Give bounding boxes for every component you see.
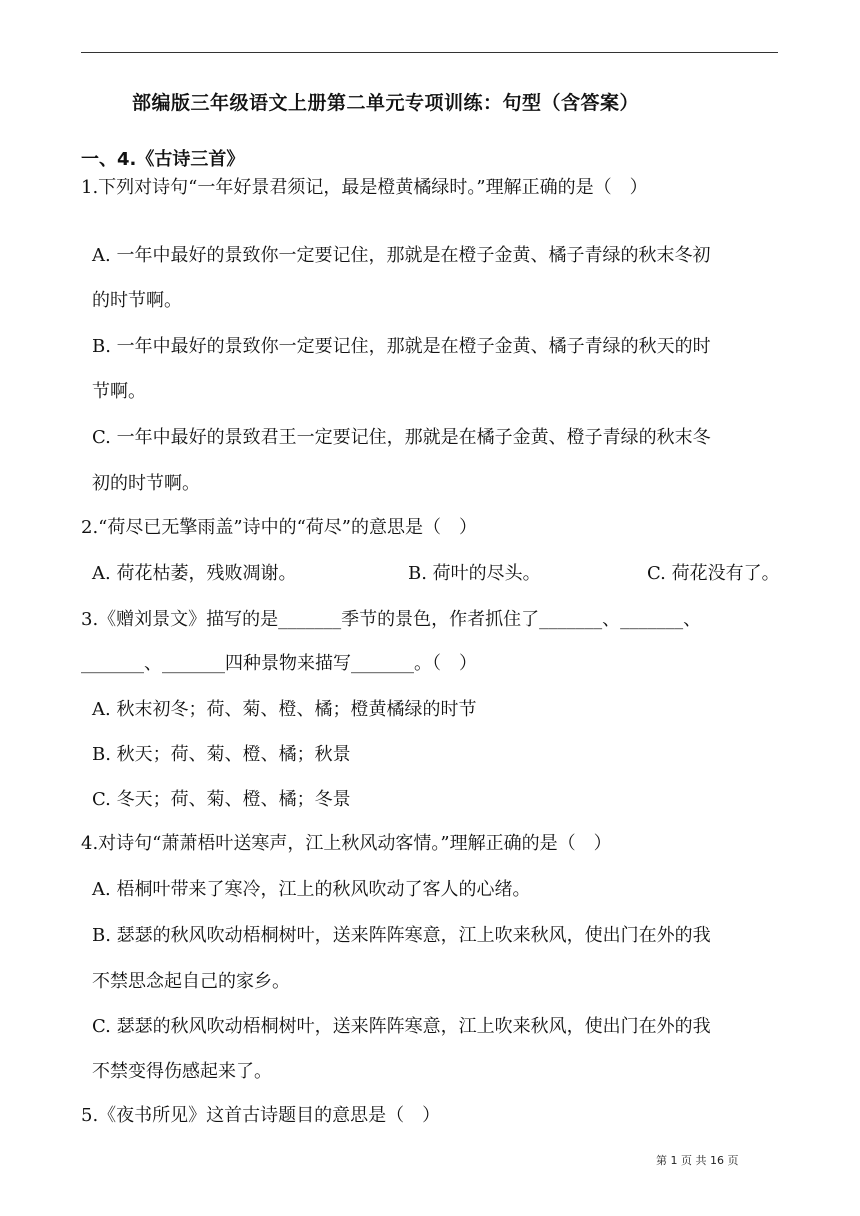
q2-option-a: A. 荷花枯萎，残败凋谢。 <box>92 563 297 584</box>
q1-option-a: A. 一年中最好的景致你一定要记住，那就是在橙子金黄、橘子青绿的秋末冬初 <box>92 245 711 266</box>
q1-option-b-cont: 节啊。 <box>92 381 146 402</box>
q4-option-b-cont: 不禁思念起自己的家乡。 <box>92 971 290 992</box>
question-3: 3.《赠刘景文》描写的是_______季节的景色，作者抓住了_______、_______、 <box>81 609 702 630</box>
q1-option-a-cont: 的时节啊。 <box>92 290 182 311</box>
q2-option-c: C. 荷花没有了。 <box>647 563 780 584</box>
q4-option-a: A. 梧桐叶带来了寒冷，江上的秋风吹动了客人的心绪。 <box>92 879 531 900</box>
document-title: 部编版三年级语文上册第二单元专项训练：句型（含答案） <box>132 92 640 114</box>
q3-option-b: B. 秋天；荷、菊、橙、橘；秋景 <box>92 744 351 765</box>
q2-option-b: B. 荷叶的尽头。 <box>408 563 541 584</box>
q3-option-c: C. 冬天；荷、菊、橙、橘；冬景 <box>92 789 351 810</box>
question-4: 4.对诗句“萧萧梧叶送寒声，江上秋风动客情。”理解正确的是（ ） <box>81 833 612 854</box>
q3-option-a: A. 秋末初冬；荷、菊、橙、橘；橙黄橘绿的时节 <box>92 699 477 720</box>
q1-option-c: C. 一年中最好的景致君王一定要记住，那就是在橘子金黄、橙子青绿的秋末冬 <box>92 427 711 448</box>
q2-options <box>92 562 782 586</box>
question-3-cont: _______、_______四种景物来描写_______。（ ） <box>81 653 477 674</box>
q1-option-c-cont: 初的时节啊。 <box>92 473 200 494</box>
question-1: 1.下列对诗句“一年好景君须记，最是橙黄橘绿时。”理解正确的是（ ） <box>81 177 648 198</box>
q4-option-b: B. 瑟瑟的秋风吹动梧桐树叶，送来阵阵寒意，江上吹来秋风，使出门在外的我 <box>92 925 711 946</box>
page-number: 第 1 页 共 16 页 <box>656 1154 739 1167</box>
q1-option-b: B. 一年中最好的景致你一定要记住，那就是在橙子金黄、橘子青绿的秋天的时 <box>92 336 711 357</box>
question-5: 5.《夜书所见》这首古诗题目的意思是（ ） <box>81 1105 441 1126</box>
q4-option-c-cont: 不禁变得伤感起来了。 <box>92 1061 272 1082</box>
q4-option-c: C. 瑟瑟的秋风吹动梧桐树叶，送来阵阵寒意，江上吹来秋风，使出门在外的我 <box>92 1016 711 1037</box>
header-rule <box>81 52 778 53</box>
question-2: 2.“荷尽已无擎雨盖”诗中的“荷尽”的意思是（ ） <box>81 517 477 538</box>
section-heading: 一、4.《古诗三首》 <box>81 149 245 170</box>
